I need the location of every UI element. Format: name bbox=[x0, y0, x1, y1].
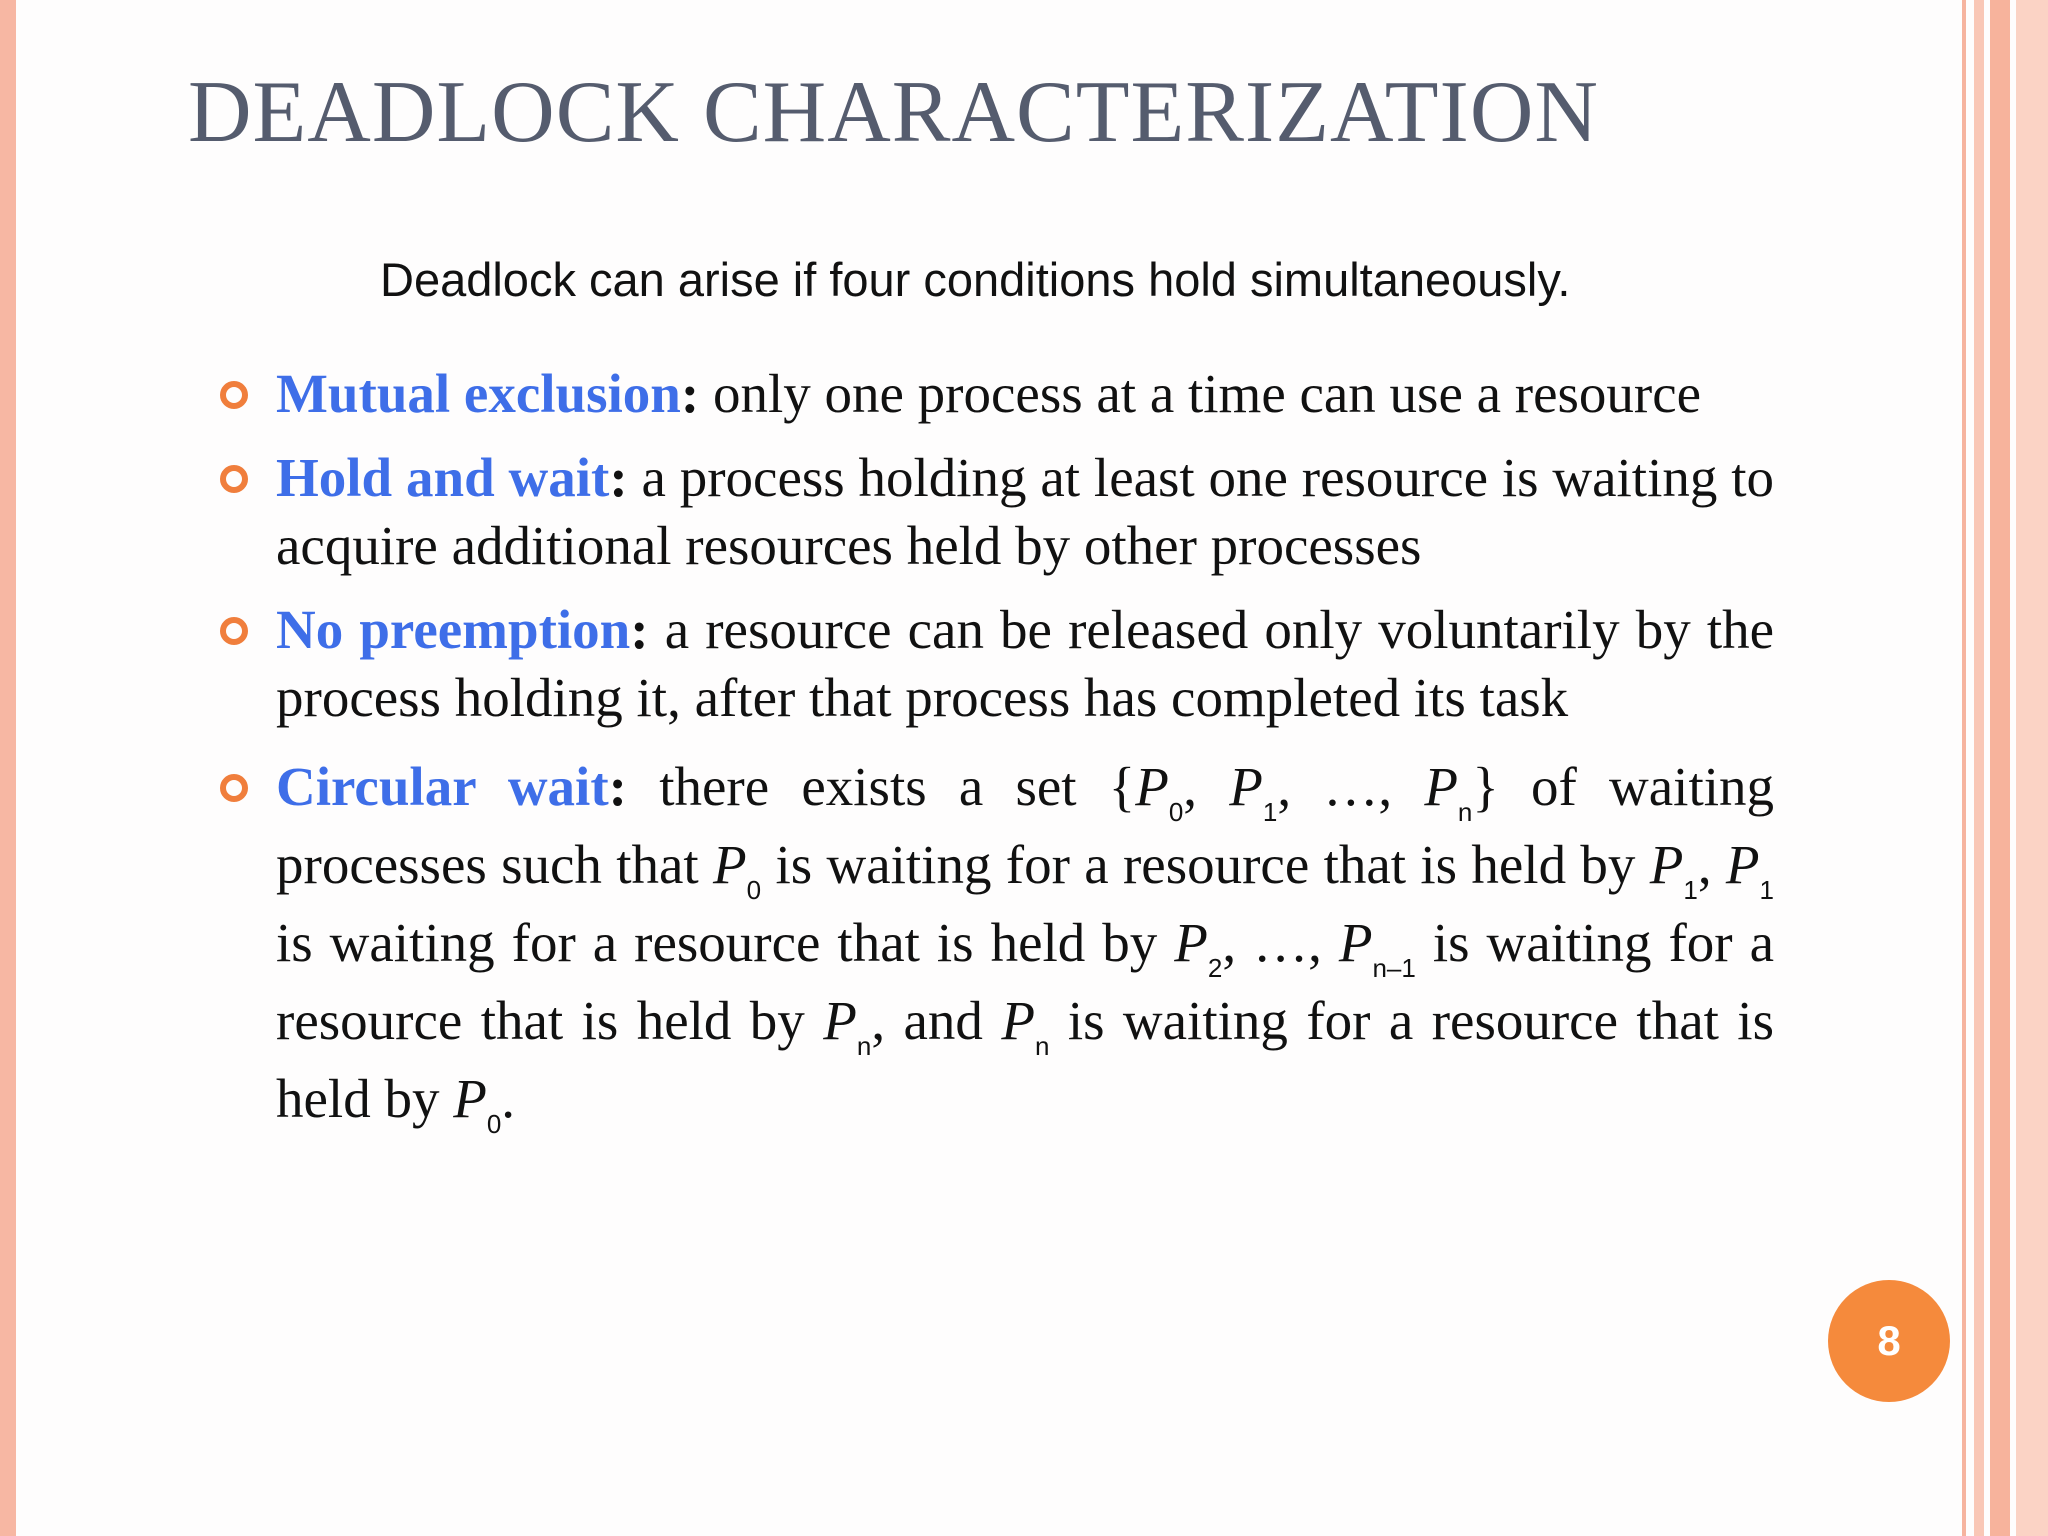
bullet-text: is waiting for a resource that is held by bbox=[276, 990, 1774, 1129]
bullet-text: , and bbox=[871, 990, 1002, 1051]
term-label: Mutual exclusion bbox=[276, 363, 681, 424]
bullet-text: a process holding at least one resource is waiting to acquire additional resources held by other processes bbox=[276, 447, 1774, 576]
process-symbol: $P_1$ bbox=[1649, 834, 1698, 905]
process-symbol: $P_{n-1}$ bbox=[1338, 912, 1416, 983]
process-symbol: $P_0$ bbox=[713, 834, 762, 905]
term-colon: : bbox=[630, 599, 649, 660]
right-decorative-stripe bbox=[1974, 0, 1984, 1536]
term-colon: : bbox=[608, 756, 627, 817]
right-decorative-stripe bbox=[2016, 0, 2048, 1536]
process-symbol: $P_2$ bbox=[1174, 912, 1223, 983]
term-colon: : bbox=[680, 363, 700, 424]
list-item-mutual-exclusion bbox=[214, 360, 1774, 428]
process-symbol: $P_n$ bbox=[823, 990, 872, 1061]
term-label: Hold and wait bbox=[276, 447, 610, 508]
bullet-text: there exists a set { bbox=[626, 756, 1136, 817]
bullet-text: is waiting for a resource that is held by bbox=[761, 834, 1650, 895]
term-colon: : bbox=[609, 447, 628, 508]
term-label: Circular wait bbox=[276, 756, 609, 817]
right-decorative-stripe bbox=[1962, 0, 1966, 1536]
bullet-text: , bbox=[1697, 834, 1726, 895]
process-symbol: $P_1$ bbox=[1725, 834, 1774, 905]
term-label: No preemption bbox=[276, 599, 631, 660]
bullet-text: , …, bbox=[1277, 756, 1425, 817]
bullet-text: . bbox=[501, 1068, 516, 1129]
orange-ring-icon bbox=[220, 465, 248, 493]
bullet-text: , …, bbox=[1222, 912, 1339, 973]
process-symbol: $P_0$ bbox=[1135, 756, 1184, 827]
orange-ring-icon bbox=[220, 774, 248, 802]
bullet-text: is waiting for a resource that is held by bbox=[276, 912, 1775, 1051]
bullet-text: , bbox=[1183, 756, 1230, 817]
list-item-hold-and-wait bbox=[214, 444, 1774, 580]
slide-title: DEADLOCK CHARACTERIZATION bbox=[188, 64, 1599, 161]
left-decorative-stripe bbox=[0, 0, 16, 1536]
process-symbol: $P_n$ bbox=[1001, 990, 1050, 1061]
slide-subtitle: Deadlock can arise if four conditions hold simultaneously. bbox=[380, 253, 1571, 306]
conditions-list bbox=[214, 360, 1774, 1154]
process-symbol: $P_0$ bbox=[453, 1068, 502, 1139]
bullet-text: only one process at a time can use a resource bbox=[699, 363, 1702, 424]
process-symbol: $P_n$ bbox=[1424, 756, 1473, 827]
list-item-no-preemption bbox=[214, 596, 1774, 732]
bullet-text: } of waiting processes such that bbox=[276, 756, 1775, 895]
right-decorative-stripe bbox=[1990, 0, 2010, 1536]
process-symbol: $P_1$ bbox=[1229, 756, 1278, 827]
list-item-circular-wait bbox=[214, 748, 1774, 1138]
orange-ring-icon bbox=[220, 617, 248, 645]
bullet-text: is waiting for a resource that is held by bbox=[276, 912, 1175, 973]
bullet-text: a resource can be released only voluntarily by the process holding it, after that process has completed its task bbox=[276, 599, 1775, 728]
orange-ring-icon bbox=[220, 381, 248, 409]
page-number-badge: 8 bbox=[1828, 1280, 1950, 1402]
